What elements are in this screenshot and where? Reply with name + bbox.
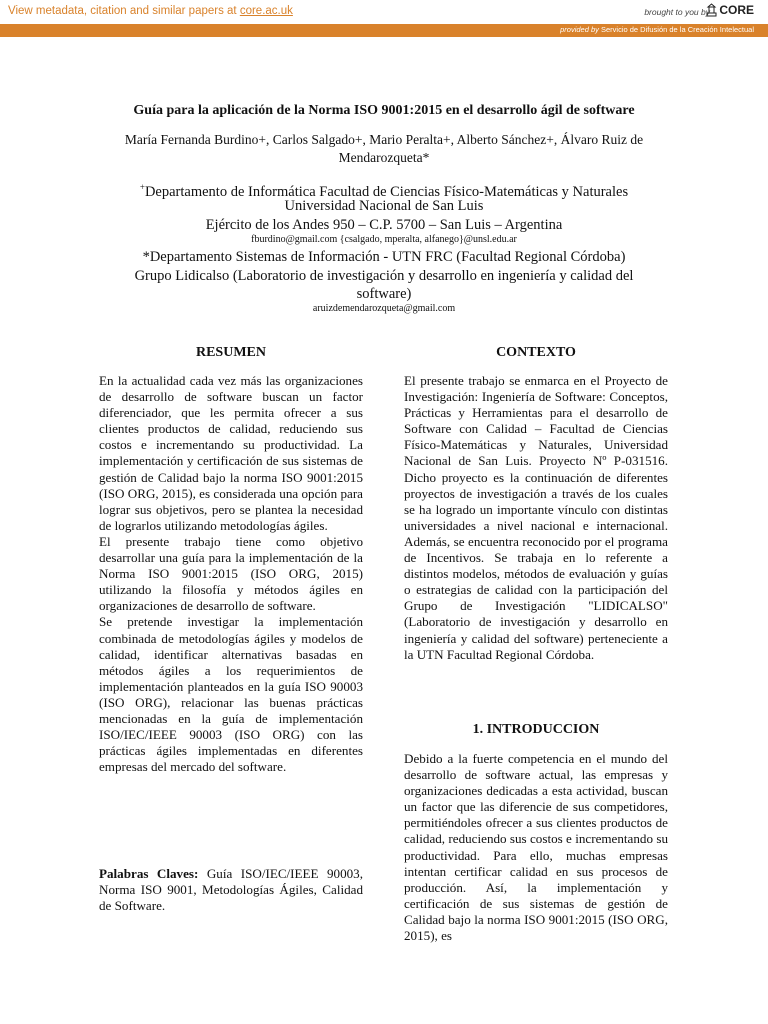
resumen-paragraph-3: Se pretende investigar la implementación combinada de metodologías ágiles y modelos de calidad, identificar alternativas basadas en métodos ágiles a los requerimientos de implementación planteados en la guía ISO 90003 (ISO ORG), relacionar las buenas prácticas mencionadas en la guía de implementación ISO/IEC/IEEE 90003 (ISO ORG) con las prácticas ágiles implementadas en diferentes empresas del mercado del software. [99, 614, 363, 775]
contexto-body [404, 373, 668, 663]
paper-title: Guía para la aplicación de la Norma ISO 9001:2015 en el desarrollo ágil de software [133, 103, 635, 118]
resumen-heading: RESUMEN [195, 345, 266, 360]
introduccion-body [404, 751, 668, 944]
brought-to-you-text: brought to you by [644, 7, 710, 17]
affiliation-1-line-2: Universidad Nacional de San Luis [284, 198, 484, 214]
resumen-body [99, 373, 363, 775]
contexto-paragraph: El presente trabajo se enmarca en el Proyecto de Investigación: Ingeniería de Software: Conceptos, Prácticas y Herramientas para el desarrollo de Software con Calidad – Facultad de Ciencias Físico-Matemáticas y Naturales, Universidad Nacional de San Luis. Proyecto Nº P-031516. Dicho proyecto es la continuación de diferentes proyectos de investigación a través de los cuales se ha logrado un importante vínculo con distintas universidades a nivel nacional e internacional. Además, se encuentra reconocido por el programa de Incentivos. Se trabaja en lo referente a distintos modelos, métodos de evaluación y guías o estrategias de calidad con la participación del Grupo de Investigación "LIDICALSO" (Laboratorio de investigación y desarrollo en ingeniería y calidad del software) perteneciente a la UTN Facultad Regional Córdoba. [404, 373, 668, 662]
affiliation-2-line-1: *Departamento Sistemas de Información - UTN FRC (Facultad Regional Córdoba) [142, 249, 626, 265]
provided-by-text [560, 25, 754, 34]
core-banner [0, 0, 768, 24]
affiliation-2-line-2: Grupo Lidicalso (Laboratorio de investigación y desarrollo en ingeniería y calidad del [134, 268, 634, 284]
introduccion-paragraph: Debido a la fuerte competencia en el mundo del desarrollo de software actual, las empresas y organizaciones dedicadas a esta actividad, buscan un factor que las diferencie de sus competidores, permitiéndoles ofrecer a sus clientes productos de calidad, reduciendo sus costos e incrementando su productividad. Para ello, muchas empresas intentan certificar calidad en sus procesos de producción. Así, la implementación y certificación de sus sistemas de gestión de Calidad bajo la norma ISO 9001:2015 (ISO ORG, 2015), es [404, 751, 668, 944]
authors-line-2: Mendarozqueta* [338, 150, 430, 165]
keywords-paragraph [99, 866, 363, 914]
core-logo[interactable] [706, 3, 754, 17]
provided-by-source: Servicio de Difusión de la Creación Intelectual [601, 25, 754, 34]
contexto-heading: CONTEXTO [496, 345, 576, 360]
resumen-paragraph-2: El presente trabajo tiene como objetivo desarrollar una guía para la implementación de la Norma ISO 9001:2015 (ISO ORG, 2015) utilizando la filosofía y métodos ágiles en organizaciones de desarrollo de software. [99, 533, 363, 614]
provided-by-bar [0, 24, 768, 37]
core-logo-text: CORE [719, 3, 754, 17]
left-column [99, 345, 363, 361]
introduccion-section [404, 722, 668, 738]
keywords-block [99, 866, 363, 914]
affiliation-1-dept: Departamento de Informática Facultad de Ciencias Físico-Matemáticas y Naturales [144, 184, 629, 200]
metadata-link-prefix: View metadata, citation and similar papers at [8, 5, 240, 17]
contexto-section [404, 345, 668, 361]
author-list [100, 131, 668, 167]
authors-line-1: María Fernanda Burdino+, Carlos Salgado+, Mario Peralta+, Alberto Sánchez+, Álvaro Ruiz de [124, 132, 644, 147]
provided-by-label: provided by [560, 25, 599, 34]
keywords-label: Palabras Claves: [99, 866, 199, 881]
core-logo-icon [706, 3, 717, 17]
affiliation-1-email: fburdino@gmail.com {csalgado, mperalta, alfanego}@unsl.edu.ar [251, 234, 517, 245]
affiliation-1-mark: + [139, 182, 145, 192]
metadata-link-line [8, 5, 293, 17]
affiliation-2-line-3: software) [356, 286, 412, 302]
introduccion-heading: 1. INTRODUCCION [472, 722, 600, 737]
resumen-paragraph-1: En la actualidad cada vez más las organizaciones de desarrollo de software buscan un factor diferenciador, que les permita ofrecer a sus clientes productos de calidad, reduciendo sus costos e incrementando su productividad. La implementación y certificación de sus sistemas de gestión de Calidad bajo la norma ISO 9001:2015 (ISO ORG, 2015), es considerada una opción para lograr sus objetivos, pero se plantea la necesidad de lograrlos utilizando metodologías ágiles. [99, 373, 363, 533]
affiliation-2-email: aruizdemendarozqueta@gmail.com [312, 303, 456, 314]
affiliation-1-line-3: Ejército de los Andes 950 – C.P. 5700 – San Luis – Argentina [205, 217, 563, 233]
core-ac-uk-link[interactable]: core.ac.uk [239, 5, 293, 17]
keywords-text: Guía ISO/IEC/IEEE 90003, Norma ISO 9001, Metodologías Ágiles, Calidad de Software. [99, 866, 363, 914]
